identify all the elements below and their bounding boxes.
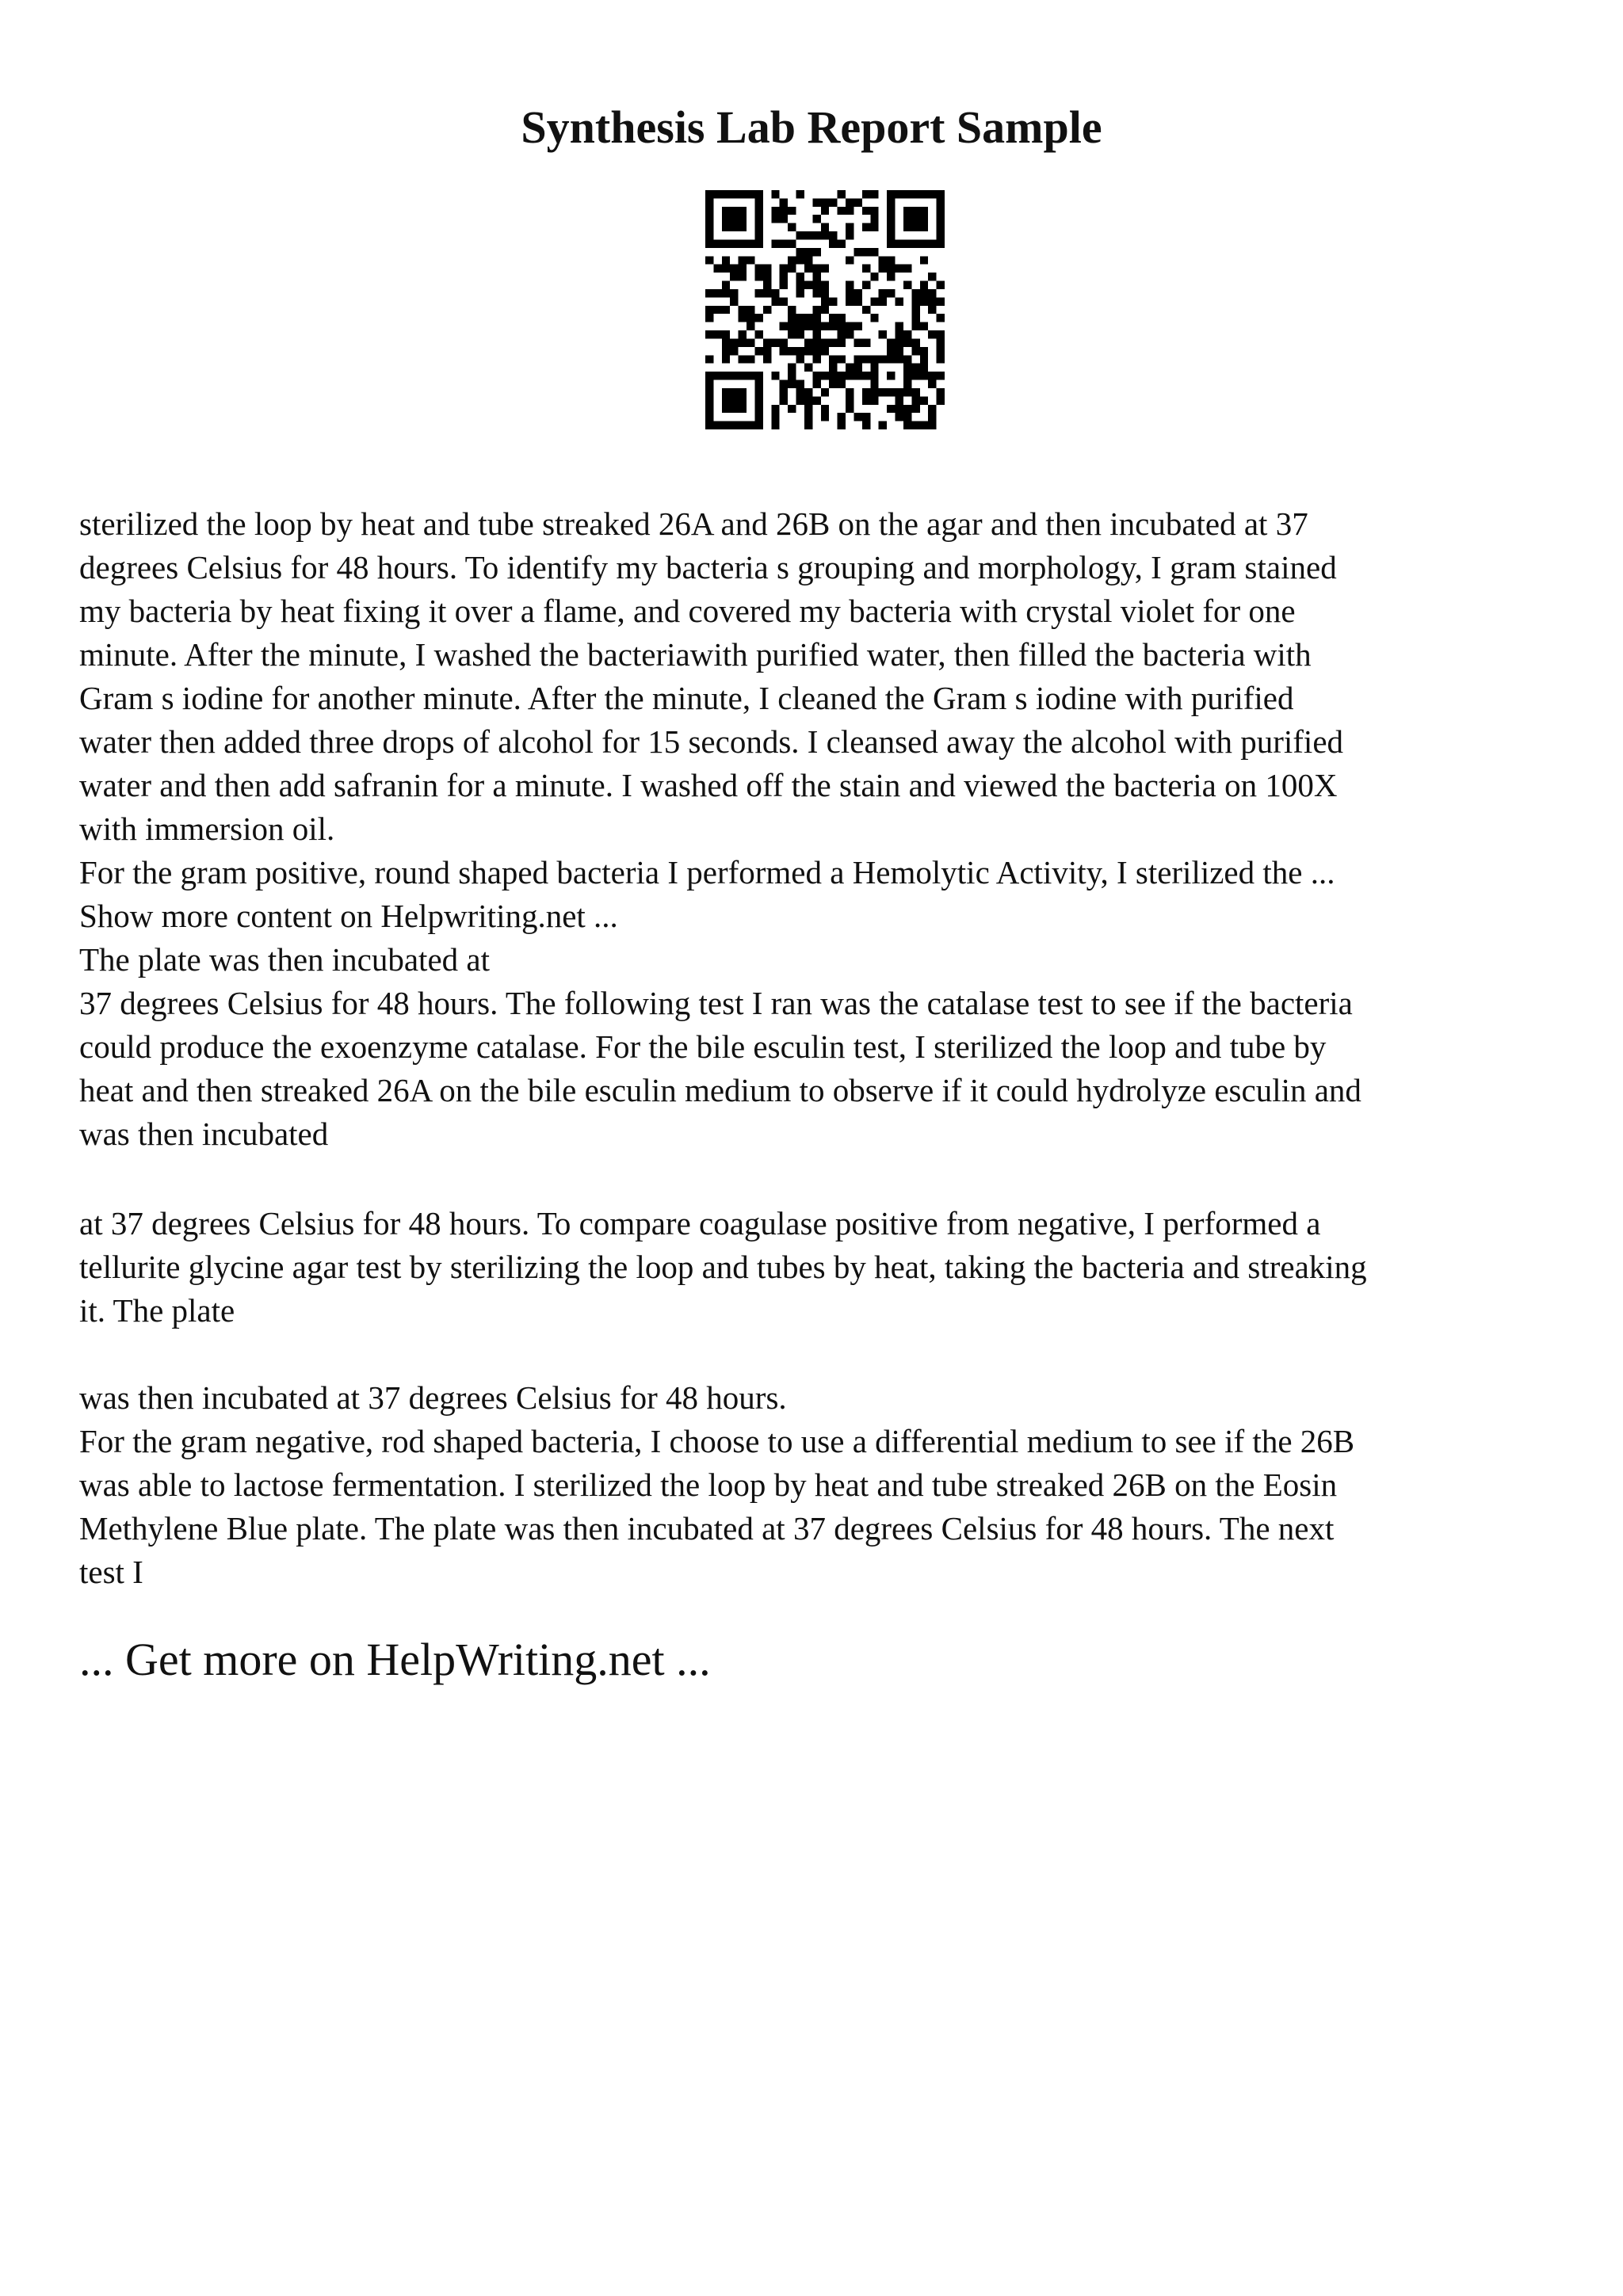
text-line: was then incubated xyxy=(79,1116,329,1152)
text-line: test I xyxy=(79,1554,143,1590)
text-line: The plate was then incubated at xyxy=(79,941,490,978)
text-line: For the gram positive, round shaped bacteria I performed a Hemolytic Activity, I sterilized the ... xyxy=(79,854,1335,891)
page-title: Synthesis Lab Report Sample xyxy=(521,101,1102,153)
text-line: heat and then streaked 26A on the bile esculin medium to observe if it could hydrolyze esculin and xyxy=(79,1072,1361,1108)
report-paragraph-1 xyxy=(79,502,1569,1156)
text-line: was able to lactose fermentation. I sterilized the loop by heat and tube streaked 26B on the Eosin xyxy=(79,1466,1338,1503)
text-line: Gram s iodine for another minute. After the minute, I cleaned the Gram s iodine with purified xyxy=(79,680,1294,716)
text-line: with immersion oil. xyxy=(79,810,335,847)
text-line: minute. After the minute, I washed the bacteriawith purified water, then filled the bacteria with xyxy=(79,636,1312,673)
report-paragraph-2 xyxy=(79,1202,1569,1333)
text-line: it. The plate xyxy=(79,1292,235,1329)
report-paragraph-3 xyxy=(79,1376,1569,1594)
get-more-link[interactable]: ... Get more on HelpWriting.net ... xyxy=(79,1634,711,1685)
text-line: tellurite glycine agar test by sterilizing the loop and tubes by heat, taking the bacteria and streaking xyxy=(79,1249,1367,1285)
text-line: 37 degrees Celsius for 48 hours. The following test I ran was the catalase test to see if the bacteria xyxy=(79,985,1353,1021)
show-more-link[interactable]: Show more content on Helpwriting.net ... xyxy=(79,898,618,934)
qr-code-icon xyxy=(705,190,945,429)
text-line: water then added three drops of alcohol for 15 seconds. I cleansed away the alcohol with purified xyxy=(79,723,1344,760)
text-line: was then incubated at 37 degrees Celsius for 48 hours. xyxy=(79,1379,787,1416)
text-line: Methylene Blue plate. The plate was then incubated at 37 degrees Celsius for 48 hours. The next xyxy=(79,1510,1335,1547)
text-line: water and then add safranin for a minute. I washed off the stain and viewed the bacteria on 100X xyxy=(79,767,1338,803)
text-line: degrees Celsius for 48 hours. To identify my bacteria s grouping and morphology, I gram stained xyxy=(79,549,1337,585)
text-line: For the gram negative, rod shaped bacteria, I choose to use a differential medium to see if the 26B xyxy=(79,1423,1355,1459)
text-line: could produce the exoenzyme catalase. For the bile esculin test, I sterilized the loop and tube by xyxy=(79,1028,1327,1065)
text-line: sterilized the loop by heat and tube streaked 26A and 26B on the agar and then incubated at 37 xyxy=(79,505,1308,542)
text-line: my bacteria by heat fixing it over a flame, and covered my bacteria with crystal violet for one xyxy=(79,593,1296,629)
text-line: at 37 degrees Celsius for 48 hours. To compare coagulase positive from negative, I performed a xyxy=(79,1205,1321,1241)
